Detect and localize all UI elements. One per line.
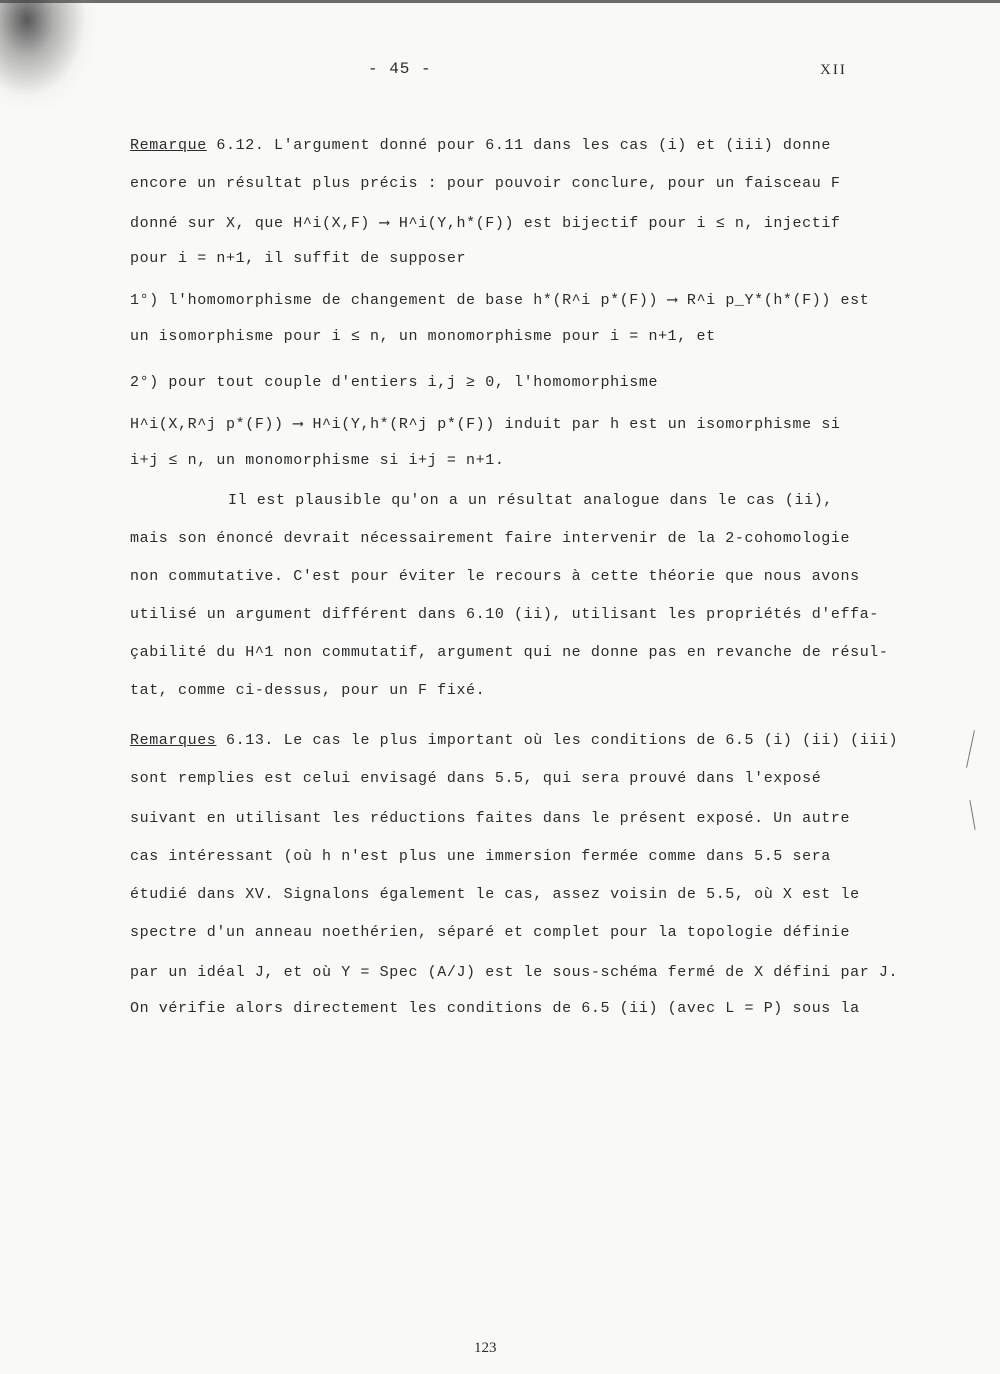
remarque-6-12-line-9: i+j ≤ n, un monomorphisme si i+j = n+1. [130,452,505,469]
remarques-6-13-line-1: Remarques 6.13. Le cas le plus important où les conditions de 6.5 (i) (ii) (iii) [130,732,899,749]
remarque-6-12-line-5: 1°) l'homomorphisme de changement de base h*(R^i p*(F)) ⟶ R^i p_Y*(h*(F)) est [130,292,870,309]
remarque-6-12-line-7: 2°) pour tout couple d'entiers i,j ≥ 0, l'homomorphisme [130,374,659,391]
paragraph-2-line-6: tat, comme ci-dessus, pour un F fixé. [130,682,486,699]
remarques-6-13-line-2: sont remplies est celui envisagé dans 5.5, qui sera prouvé dans l'exposé [130,770,822,787]
remarques-number: 6.13. [226,732,275,749]
remarque-6-12-line-2: encore un résultat plus précis : pour pouvoir conclure, pour un faisceau F [130,175,841,192]
margin-pencil-stroke [966,730,975,767]
remarque-6-12-line-6: un isomorphisme pour i ≤ n, un monomorphisme pour i = n+1, et [130,328,716,345]
top-edge-rule [0,0,1000,3]
remarques-6-13-line-3: suivant en utilisant les réductions faites dans le présent exposé. Un autre [130,810,851,827]
remarque-number: 6.12. [216,137,265,154]
page-marker: - 45 - [368,60,432,78]
scan-corner-mark [0,0,96,110]
remarque-6-12-line-3: donné sur X, que H^i(X,F) ⟶ H^i(Y,h*(F)) est bijectif pour i ≤ n, injectif [130,215,841,232]
remarque-6-12-line-8: H^i(X,R^j p*(F)) ⟶ H^i(Y,h*(R^j p*(F)) induit par h est un isomorphisme si [130,416,841,433]
paragraph-2-line-2: mais son énoncé devrait nécessairement faire intervenir de la 2-cohomologie [130,530,851,547]
paragraph-2-line-5: çabilité du H^1 non commutatif, argument qui ne donne pas en revanche de résul- [130,644,889,661]
remarques-6-13-line-6: spectre d'un anneau noethérien, séparé et complet pour la topologie définie [130,924,851,941]
paragraph-2-line-1: Il est plausible qu'on a un résultat analogue dans le cas (ii), [228,492,833,509]
remarques-title: Remarques [130,732,217,749]
margin-pencil-stroke [969,800,975,830]
remarques-6-13-line-5: étudié dans XV. Signalons également le cas, assez voisin de 5.5, où X est le [130,886,860,903]
remarques-6-13-line-8: On vérifie alors directement les conditions de 6.5 (ii) (avec L = P) sous la [130,1000,860,1017]
remarques-6-13-line-7: par un idéal J, et où Y = Spec (A/J) est le sous-schéma fermé de X défini par J. [130,964,899,981]
remarque-title: Remarque [130,137,207,154]
expose-number: XII [820,62,847,78]
remarque-6-12-line-1: Remarque 6.12. L'argument donné pour 6.11 dans les cas (i) et (iii) donne [130,137,831,154]
paragraph-2-line-4: utilisé un argument différent dans 6.10 (ii), utilisant les propriétés d'effa- [130,606,879,623]
remarque-6-12-line-4: pour i = n+1, il suffit de supposer [130,250,467,267]
paragraph-2-line-3: non commutative. C'est pour éviter le recours à cette théorie que nous avons [130,568,860,585]
page-number: 123 [474,1340,497,1356]
remarques-6-13-line-4: cas intéressant (où h n'est plus une immersion fermée comme dans 5.5 sera [130,848,831,865]
